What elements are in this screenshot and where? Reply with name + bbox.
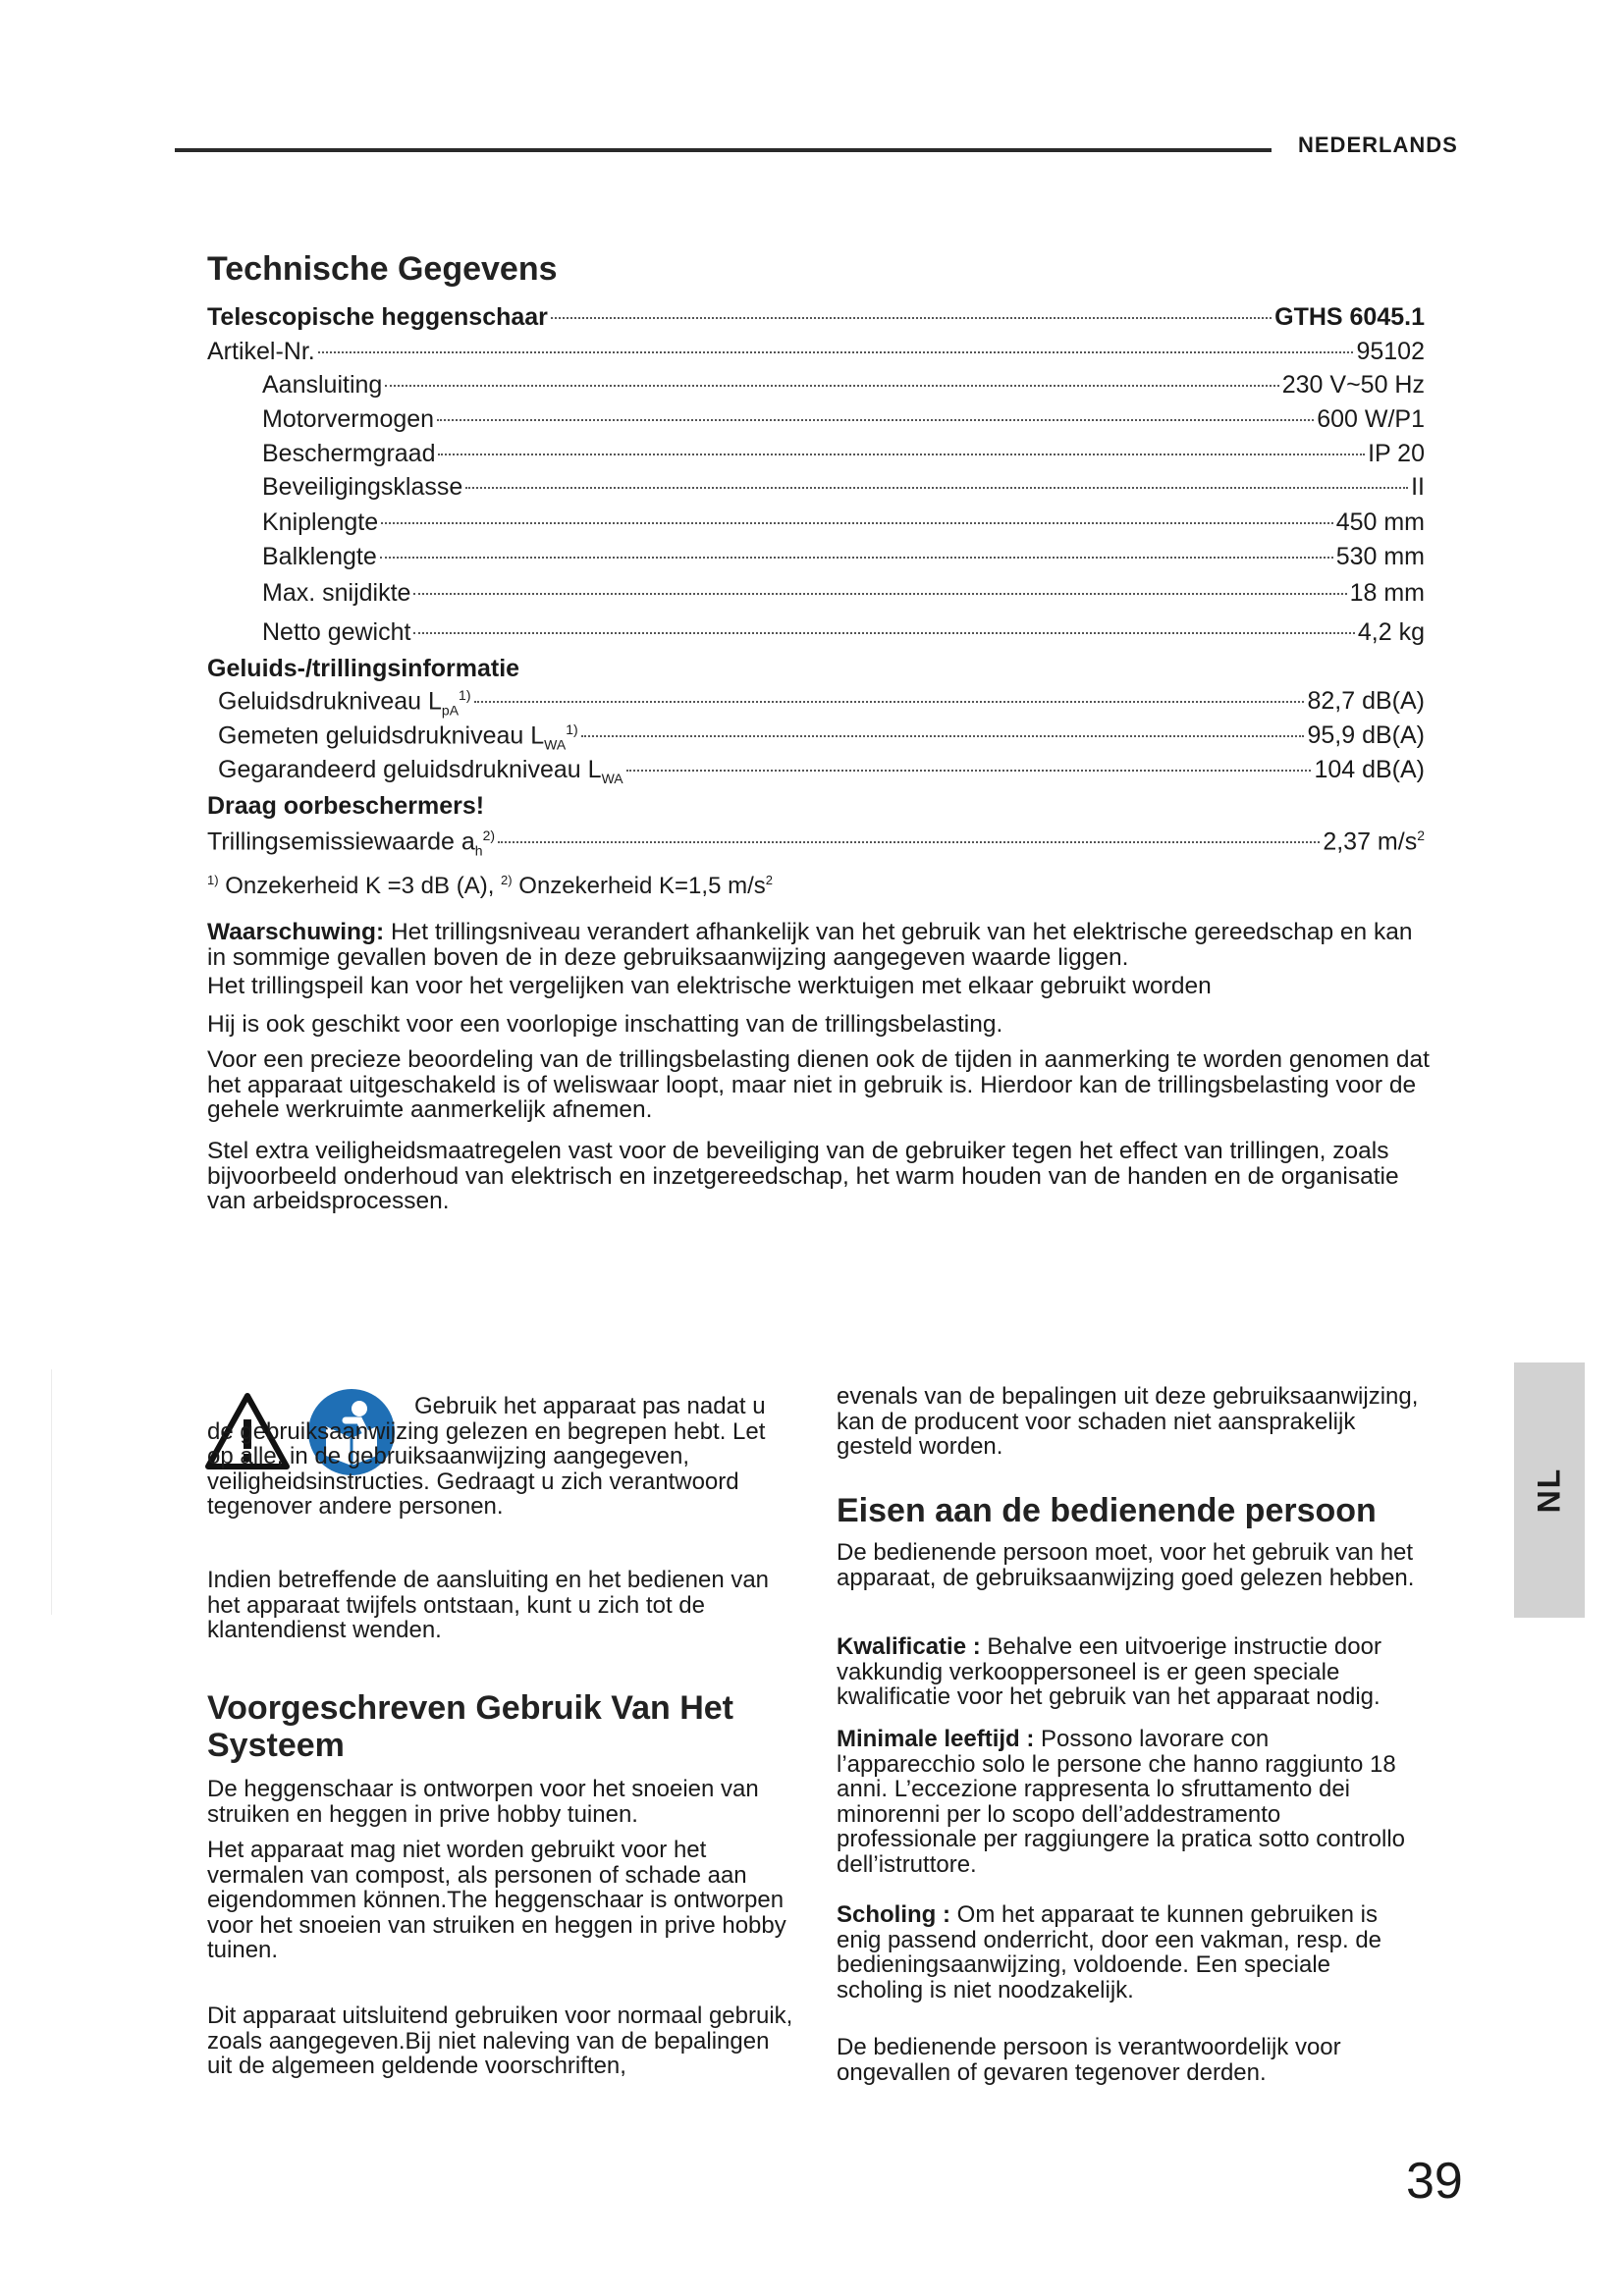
spec-value: 230 V~50 Hz [1281, 371, 1425, 399]
divider [51, 1369, 52, 1615]
spec-row [262, 543, 1425, 576]
language-side-tab [1514, 1362, 1585, 1618]
spec-value: 82,7 dB(A) [1307, 687, 1425, 716]
usage-paragraph-2: Het apparaat mag niet worden gebruikt voor het vermalen van compost, als personen of schade aan eigendommen können.The heggenschaar is ontworpen voor het snoeien van struiken en heggen in prive hobby tuinen. [207, 1837, 786, 1963]
noise-heading: Geluids-/trillingsinformatie [207, 655, 520, 682]
qualification-paragraph: Kwalificatie : Behalve een uitvoerige instructie door vakkundig verkooppersoneel is er geen speciale kwalificatie voor het gebruik van het apparaat nodig. [837, 1633, 1381, 1710]
spec-label: Balklengte [262, 543, 377, 570]
responsibility-paragraph: De bedienende persoon is verantwoordelijk voor ongevallen of gevaren tegenover derden. [837, 2034, 1341, 2086]
leader-dots [318, 351, 1354, 353]
leader-dots [581, 735, 1305, 737]
noise-row [218, 756, 1425, 789]
spec-value: 450 mm [1335, 508, 1425, 536]
spec-value: 95,9 dB(A) [1307, 721, 1425, 750]
spec-value: GTHS 6045.1 [1274, 303, 1425, 331]
leader-dots [413, 632, 1354, 634]
spec-value: 104 dB(A) [1314, 756, 1425, 783]
spec-value: 4,2 kg [1357, 618, 1425, 646]
spec-label: Geluidsdrukniveau $L_{pA}^{1)}$ [218, 687, 471, 719]
section-title: Technische Gegevens [207, 250, 558, 288]
footnote: $^{1)}$ Onzekerheid K =3 dB (A), $^{2)}$ Onzekerheid K=1,5 $m/s^2$ [207, 873, 773, 899]
noise-row [218, 721, 1425, 755]
intro-paragraph: Gebruik het apparaat pas nadat u de gebruiksaanwijzing gelezen en begrepen hebt. Let op alle, in de gebruiksaanwijzing aangegeven, veiligheidsinstructies. Gedraagt u zich verantwoord tegenover andere personen. [207, 1393, 766, 1520]
spec-value: 530 mm [1335, 543, 1425, 570]
header-rule [175, 148, 1272, 152]
spec-label: Beveiligingsklasse [262, 473, 463, 501]
operator-heading: Eisen aan de bedienende persoon [837, 1492, 1377, 1529]
warning-paragraph-3: Hij is ook geschikt voor een voorlopige inschatting van de trillingsbelasting. [207, 1011, 1003, 1038]
spec-label: Telescopische heggenschaar [207, 303, 548, 331]
warning-paragraph-5: Stel extra veiligheidsmaatregelen vast voor de beveiliging van de gebruiker tegen het effect van trillingen, zoals bijvoorbeeld onderhoud van elektrisch en inzetgereedschap, het warm houden van de handen en de organisatie van arbeidsprocessen. [207, 1138, 1399, 1214]
training-paragraph: Scholing : Om het apparaat te kunnen gebruiken is enig passend onderricht, door een vakman, resp. de bedieningsaanwijzing, voldoende. Een speciale scholing is niet noodzakelijk. [837, 1901, 1382, 2003]
spec-row [262, 473, 1425, 507]
operator-paragraph-1: De bedienende persoon moet, voor het gebruik van het apparaat, de gebruiksaanwijzing goed gelezen hebben. [837, 1539, 1415, 1591]
spec-row [262, 405, 1425, 439]
spec-label: Max. snijdikte [262, 579, 411, 607]
leader-dots [437, 419, 1314, 421]
header-language: NEDERLANDS [1298, 133, 1458, 157]
minimum-age-paragraph: Minimale leeftijd : Possono lavorare con l’apparecchio solo le persone che hanno raggiunto 18 anni. L’eccezione rappresenta lo sfruttamento dei minorenni per lo scopo dell’addestramento professionale per raggiungere la pratica sotto controllo dell’istruttore. [837, 1726, 1406, 1878]
leader-dots [498, 841, 1320, 843]
spec-value: IP 20 [1368, 440, 1425, 467]
leader-dots [465, 487, 1408, 489]
spec-row [262, 440, 1425, 473]
spec-value: 95102 [1356, 338, 1425, 365]
spec-label: Trillingsemissiewaarde $a_h^{2)}$ [207, 828, 496, 859]
spec-label: Artikel-Nr. [207, 338, 315, 365]
spec-label: Kniplengte [262, 508, 379, 536]
usage-paragraph-1: De heggenschaar is ontworpen voor het snoeien van struiken en heggen in prive hobby tuinen. [207, 1776, 759, 1828]
side-tab-label: NL [1531, 1467, 1567, 1514]
warning-paragraph: Waarschuwing: Het trillingsniveau verandert afhankelijk van het gebruik van het elektrische gereedschap en kan in sommige gevallen boven de in deze gebruiksaanwijzing aangegeven waarde liggen. [207, 919, 1413, 971]
spec-label: Gemeten geluidsdrukniveau $L_{WA}^{1)}$ [218, 721, 578, 753]
spec-row [262, 579, 1425, 613]
intro-paragraph-2: Indien betreffende de aansluiting en het bedienen van het apparaat twijfels ontstaan, kunt u zich tot de klantendienst wenden. [207, 1567, 770, 1643]
spec-value: II [1411, 473, 1425, 501]
continued-paragraph: evenals van de bepalingen uit deze gebruiksaanwijzing, kan de producent voor schaden niet aansprakelijk gesteld worden. [837, 1383, 1419, 1460]
spec-article-row [207, 338, 1425, 371]
spec-label: Motorvermogen [262, 405, 435, 433]
spec-value: 18 mm [1349, 579, 1425, 607]
spec-row [262, 508, 1425, 542]
spec-product-row [207, 303, 1425, 337]
leader-dots [413, 593, 1346, 595]
leader-dots [474, 701, 1305, 703]
leader-dots [380, 557, 1333, 559]
leader-dots [385, 385, 1278, 387]
noise-row [218, 687, 1425, 721]
leader-dots [381, 522, 1333, 524]
spec-value: 2,37 $m/s^2$ [1323, 828, 1425, 856]
spec-row [262, 371, 1425, 404]
leader-dots [551, 317, 1272, 319]
spec-label: Aansluiting [262, 371, 383, 399]
warning-paragraph-2: Het trillingspeil kan voor het vergelijken van elektrische werktuigen met elkaar gebruikt worden [207, 973, 1212, 999]
vibration-row [207, 828, 1425, 861]
usage-paragraph-3: Dit apparaat uitsluitend gebruiken voor normaal gebruik, zoals aangegeven.Bij niet naleving van de bepalingen uit de algemeen geldende voorschriften, [207, 2002, 793, 2079]
usage-heading: Voorgeschreven Gebruik Van Het Systeem [207, 1689, 733, 1764]
spec-value: 600 W/P1 [1317, 405, 1425, 433]
spec-label: Beschermgraad [262, 440, 436, 467]
leader-dots [626, 770, 1312, 772]
spec-row [262, 618, 1425, 652]
spec-label: Gegarandeerd geluidsdrukniveau $L_{WA}$ [218, 756, 623, 786]
warning-paragraph-4: Voor een precieze beoordeling van de trillingsbelasting dienen ook de tijden in aanmerking te worden genomen dat het apparaat uitgeschakeld is of weliswaar loopt, maar niet in gebruik is. Hierdoor kan de trillingsbelasting voor de gehele werkruimte aanmerkelijk afnemen. [207, 1046, 1430, 1123]
ear-protection-note: Draag oorbeschermers! [207, 792, 485, 820]
spec-label: Netto gewicht [262, 618, 411, 646]
page-number: 39 [1406, 2153, 1463, 2210]
leader-dots [438, 454, 1365, 455]
